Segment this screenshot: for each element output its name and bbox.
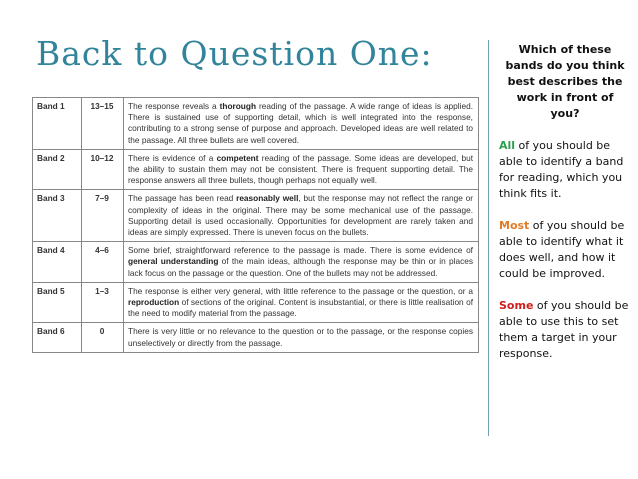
desc-text: , but the response may not reflect the range or complexity of ideas in the original. There may be some mechanical use of the passage. Supporting detail is used occasionally. Opportunities for development are rarely taken and ideas are simply expressed. There is uneven focus on the bullets. [128,193,473,238]
desc-text: Some brief, straightforward reference to the passage is made. There is some evidence of [128,245,473,256]
side-question: Which of these bands do you think best describes the work in front of you? [505,43,625,120]
band-score: 10–12 [82,149,124,190]
desc-text: The response is either very general, with little reference to the passage or the question, or a [128,285,473,296]
expectation-text: of you should be able to use this to set them a target in your response. [499,299,629,360]
band-label: Band 6 [33,323,82,352]
band-description [124,98,479,150]
side-panel [499,42,631,378]
divider-line [488,40,489,436]
desc-keyword: reasonably well [236,193,299,204]
desc-text: There is very little or no relevance to the question or to the passage, or the response copies unselectively or directly from the passage. [128,326,473,348]
desc-text: of the main ideas, although the response may be thin or in places lack focus on the passage or the question. One of the bullets may not be addressed. [128,256,473,278]
band-label: Band 2 [33,149,82,190]
band-label: Band 1 [33,98,82,150]
expectation-keyword: Most [499,219,530,232]
desc-keyword: general understanding [128,256,219,267]
expectation-keyword: All [499,139,516,152]
expectation-text: of you should be able to identify what it does well, and how it could be improved. [499,219,625,280]
table-row [33,190,479,242]
band-descriptor-table [32,97,479,353]
band-score: 0 [82,323,124,352]
table-row [33,98,479,150]
table-row [33,323,479,352]
expectation-text: of you should be able to identify a band for reading, which you think fits it. [499,139,624,200]
band-score: 1–3 [82,282,124,323]
desc-text: of sections of the original. Content is insubstantial, or there is little realisation of the need to modify material from the passage. [128,297,473,319]
expectation-keyword: Some [499,299,534,312]
desc-text: The passage has been read [128,193,237,204]
desc-keyword: competent [216,152,259,163]
table-row [33,282,479,323]
band-label: Band 5 [33,282,82,323]
band-score: 7–9 [82,190,124,242]
band-description [124,323,479,352]
desc-text: reading of the passage. A wide range of ideas is applied. There is sustained use of supporting detail, which is well integrated into the response, contributing to a strong sense of purpose and approach. Developed ideas are well related to the passage. All three bullets are well covered. [128,101,474,145]
table-row [33,242,479,283]
table-row [33,149,479,190]
expectation-item [499,298,631,362]
band-score: 4–6 [82,242,124,283]
band-description [124,242,479,283]
desc-keyword: thorough [219,101,257,111]
expectation-item [499,218,631,282]
desc-text: reading of the passage. Some ideas are developed, but the ability to sustain them may not be consistent. There is frequent supporting detail. The response answers all three bullets, though perhaps not equally well. [128,152,474,186]
band-score: 13–15 [82,98,124,150]
desc-keyword: reproduction [128,297,180,308]
desc-text: The response reveals a [128,101,220,111]
expectation-item [499,138,631,202]
band-label: Band 3 [33,190,82,242]
band-description [124,282,479,323]
band-label: Band 4 [33,242,82,283]
band-description [124,149,479,190]
band-description [124,190,479,242]
slide-title: Back to Question One: [36,34,433,73]
desc-text: There is evidence of a [128,152,217,163]
